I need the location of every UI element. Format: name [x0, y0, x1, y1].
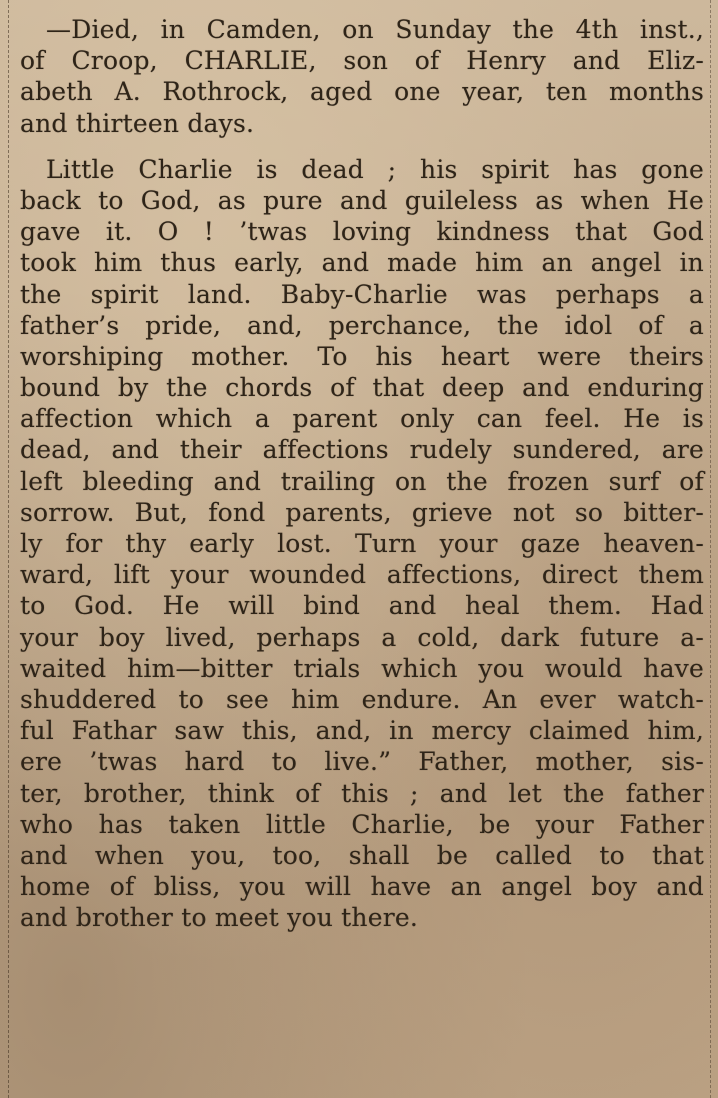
death-notice	[20, 14, 704, 139]
body-line: shuddered to see him endure. An ever watch-	[20, 684, 704, 714]
body-line: ter, brother, think of this ; and let the father	[20, 778, 704, 808]
column-rule-right	[710, 0, 712, 1098]
body-line: and when you, too, shall be called to that	[20, 840, 704, 870]
body-line: left bleeding and trailing on the frozen surf of	[20, 466, 704, 496]
body-line: took him thus early, and made him an angel in	[20, 248, 704, 278]
body-line: the spirit land. Baby-Charlie was perhaps a	[20, 279, 704, 309]
body-line: waited him—bitter trials which you would have	[20, 653, 704, 683]
body-line: bound by the chords of that deep and enduring	[20, 373, 704, 403]
body-line: ward, lift your wounded affections, direct them	[20, 560, 704, 590]
notice-line: and thirteen days.	[20, 108, 255, 138]
paragraph-gap	[20, 139, 704, 154]
body-line: affection which a parent only can feel. He is	[20, 404, 704, 434]
body-line: ful Fathar saw this, and, in mercy claimed him,	[20, 716, 704, 746]
article-column	[20, 14, 704, 933]
body-line: home of bliss, you will have an angel boy and	[20, 872, 704, 902]
body-line: back to God, as pure and guileless as when He	[20, 185, 704, 215]
body-line: Little Charlie is dead ; his spirit has gone	[46, 154, 704, 184]
body-line: ly for thy early lost. Turn your gaze heaven-	[20, 529, 704, 558]
body-line: and brother to meet you there.	[20, 903, 418, 933]
notice-line: —Died, in Camden, on Sunday the 4th inst.,	[46, 15, 704, 44]
body-line: gave it. O ! ’twas loving kindness that God	[20, 217, 704, 247]
notice-line: abeth A. Rothrock, aged one year, ten months	[20, 77, 704, 107]
body-line: dead, and their affections rudely sundered, are	[20, 435, 704, 465]
notice-line: of Croop, CHARLIE, son of Henry and Eliz-	[20, 46, 704, 76]
body-line: worshiping mother. To his heart were theirs	[20, 341, 704, 371]
column-rule-left	[8, 0, 10, 1098]
body-line: ere ’twas hard to live.” Father, mother, sis-	[20, 747, 704, 777]
body-line: who has taken little Charlie, be your Father	[20, 809, 704, 839]
body-line: father’s pride, and, perchance, the idol of a	[20, 310, 704, 340]
body-line: your boy lived, perhaps a cold, dark future a-	[20, 622, 704, 652]
body-line: sorrow. But, fond parents, grieve not so bitter-	[20, 497, 704, 527]
tribute-paragraph	[20, 154, 704, 934]
body-line: to God. He will bind and heal them. Had	[20, 591, 704, 621]
